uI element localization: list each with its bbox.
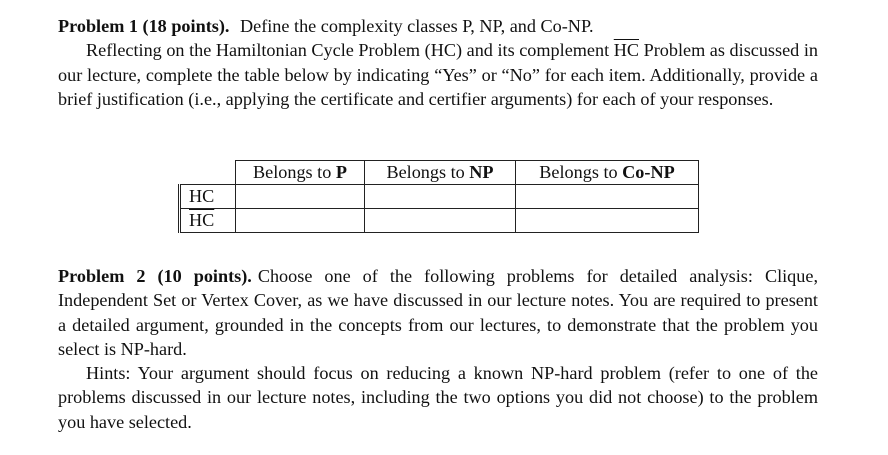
header-conp-prefix: Belongs to [539,162,623,182]
header-belongs-to-p [236,161,365,185]
cell-hc-p[interactable] [236,185,365,209]
complexity-table [178,160,699,233]
cell-hccomp-conp[interactable] [516,209,699,233]
table-header-row [180,161,699,185]
row-label-hc-complement [180,209,236,233]
header-conp-bold: Co-NP [622,162,675,182]
cell-hccomp-np[interactable] [365,209,516,233]
cell-hccomp-p[interactable] [236,209,365,233]
problem-1-title: Problem 1 (18 points). [58,16,230,36]
cell-hc-conp[interactable] [516,185,699,209]
problem-2-title: Problem 2 (10 points). [58,266,252,286]
header-np-prefix: Belongs to [386,162,470,182]
hc-complement-inline: $\overline{HC}$ [613,40,639,61]
problem-2-body: Choose one of the following problems for detailed analysis: Clique, Independent Set or Vertex Cover, as we have discussed in our lecture notes. You are required to present a detailed argument, grounded in the concepts from our lectures, to demonstrate that the problem you select is NP-hard. [58,266,818,359]
complexity-table-wrap [178,160,699,233]
problem-1-intro-line [58,14,818,38]
problem-2-paragraph [58,264,818,361]
header-p-bold: P [335,162,347,182]
table-row-hc [180,185,699,209]
problem-1-intro: Define the complexity classes P, NP, and Co-NP. [239,16,594,36]
table-corner-cell [180,161,236,185]
header-np-bold: NP [469,162,494,182]
header-belongs-to-conp [516,161,699,185]
problem-1-section [58,14,818,111]
problem-1-paragraph [58,38,818,111]
header-belongs-to-np [365,161,516,185]
problem-2-section [58,264,818,434]
cell-hc-np[interactable] [365,185,516,209]
problem-2-hints: Hints: Your argument should focus on reducing a known NP-hard problem (refer to one of the problems discussed in our lecture notes, including the two options you did not choose) to the problem you have selected. [58,363,818,432]
problem-1-para-part1: Reflecting on the Hamiltonian Cycle Problem (HC) and its complement [86,40,614,61]
row-label-hc-complement-text: $\overline{HC}$ [189,210,215,230]
header-p-prefix: Belongs to [253,162,336,182]
problem-1-para-part2: Problem as discussed in our lecture, complete the table below by indicating “Yes” or “No” for each item. Additionally, provide a brief justification (i.e., applying the certificate and certifier arguments) for each of your responses. [58,40,818,109]
table-row-hc-complement [180,209,699,233]
row-label-hc: HC [180,185,236,209]
